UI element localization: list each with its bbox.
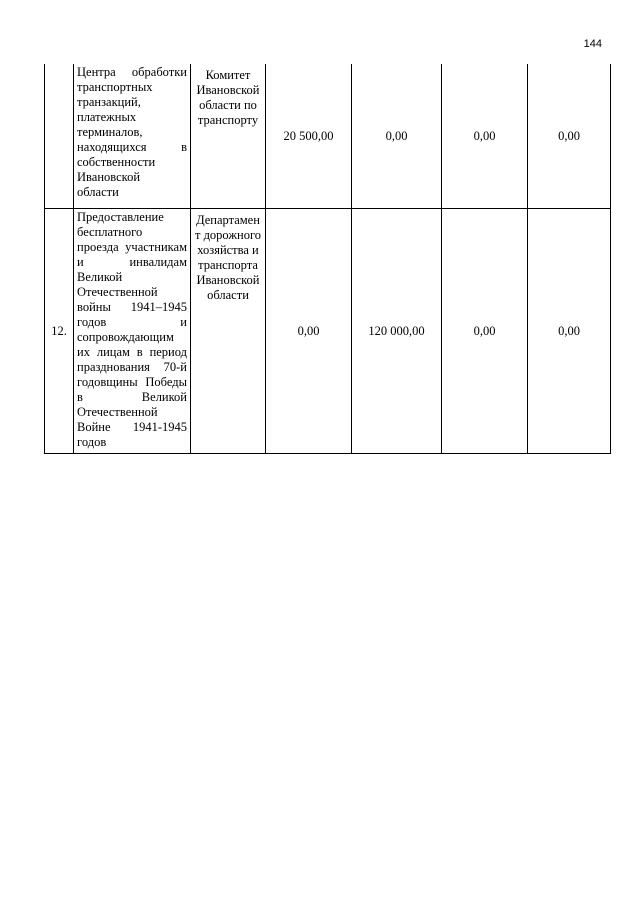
executor-line: области по bbox=[199, 98, 257, 112]
event-name-line: Великой bbox=[77, 270, 123, 284]
amount-cell: 120 000,00 bbox=[352, 209, 442, 454]
event-name-line: Отечественной bbox=[77, 405, 158, 419]
event-name-cell bbox=[74, 64, 191, 209]
event-name-line: находящихся в bbox=[77, 140, 187, 154]
event-name-line: проезда участникам bbox=[77, 240, 187, 254]
executor-line: Ивановской bbox=[196, 273, 260, 287]
event-name-line: бесплатного bbox=[77, 225, 143, 239]
event-name-line: Войне 1941-1945 bbox=[77, 420, 187, 434]
amount-cell: 0,00 bbox=[442, 209, 528, 454]
event-name-line: их лицам в период bbox=[77, 345, 187, 359]
event-name-line: годовщины Победы bbox=[77, 375, 187, 389]
event-name-line: годов и bbox=[77, 315, 187, 329]
executor-line: транспорту bbox=[197, 113, 259, 127]
executor-cell bbox=[191, 209, 266, 454]
executor-line: т дорожного bbox=[194, 228, 262, 242]
event-name-line: транспортных bbox=[77, 80, 153, 94]
executor-line: Ивановской bbox=[196, 83, 260, 97]
executor-line: области bbox=[207, 288, 249, 302]
executor-line: Департамен bbox=[196, 213, 260, 227]
event-name-line: области bbox=[77, 185, 119, 199]
amount-cell: 20 500,00 bbox=[266, 64, 352, 209]
amount-cell: 0,00 bbox=[442, 64, 528, 209]
amount-cell: 0,00 bbox=[266, 209, 352, 454]
event-name-line: собственности bbox=[77, 155, 156, 169]
event-name-line: войны 1941–1945 bbox=[77, 300, 187, 314]
table-row bbox=[45, 64, 611, 209]
event-name-line: Центра обработки bbox=[77, 65, 187, 79]
amount-cell: 0,00 bbox=[352, 64, 442, 209]
event-name-line: Ивановской bbox=[77, 170, 141, 184]
amount-cell: 0,00 bbox=[528, 64, 611, 209]
event-name-line: Предоставление bbox=[77, 210, 164, 224]
event-name-line: сопровождающим bbox=[77, 330, 174, 344]
budget-table bbox=[44, 64, 611, 454]
row-number-cell: 12. bbox=[45, 209, 74, 454]
event-name-line: платежных bbox=[77, 110, 137, 124]
event-name-line: и инвалидам bbox=[77, 255, 187, 269]
row-number-cell bbox=[45, 64, 74, 209]
executor-cell bbox=[191, 64, 266, 209]
event-name-line: празднования 70-й bbox=[77, 360, 187, 374]
event-name-line: в Великой bbox=[77, 390, 187, 404]
table-row bbox=[45, 209, 611, 454]
executor-line: хозяйства и bbox=[197, 243, 259, 257]
page-number: 144 bbox=[583, 38, 602, 50]
event-name-line: Отечественной bbox=[77, 285, 158, 299]
amount-cell: 0,00 bbox=[528, 209, 611, 454]
event-name-line: терминалов, bbox=[77, 125, 143, 139]
event-name-line: транзакций, bbox=[77, 95, 141, 109]
executor-line: транспорта bbox=[198, 258, 258, 272]
executor-line: Комитет bbox=[205, 68, 251, 82]
event-name-cell bbox=[74, 209, 191, 454]
event-name-line: годов bbox=[77, 435, 107, 449]
